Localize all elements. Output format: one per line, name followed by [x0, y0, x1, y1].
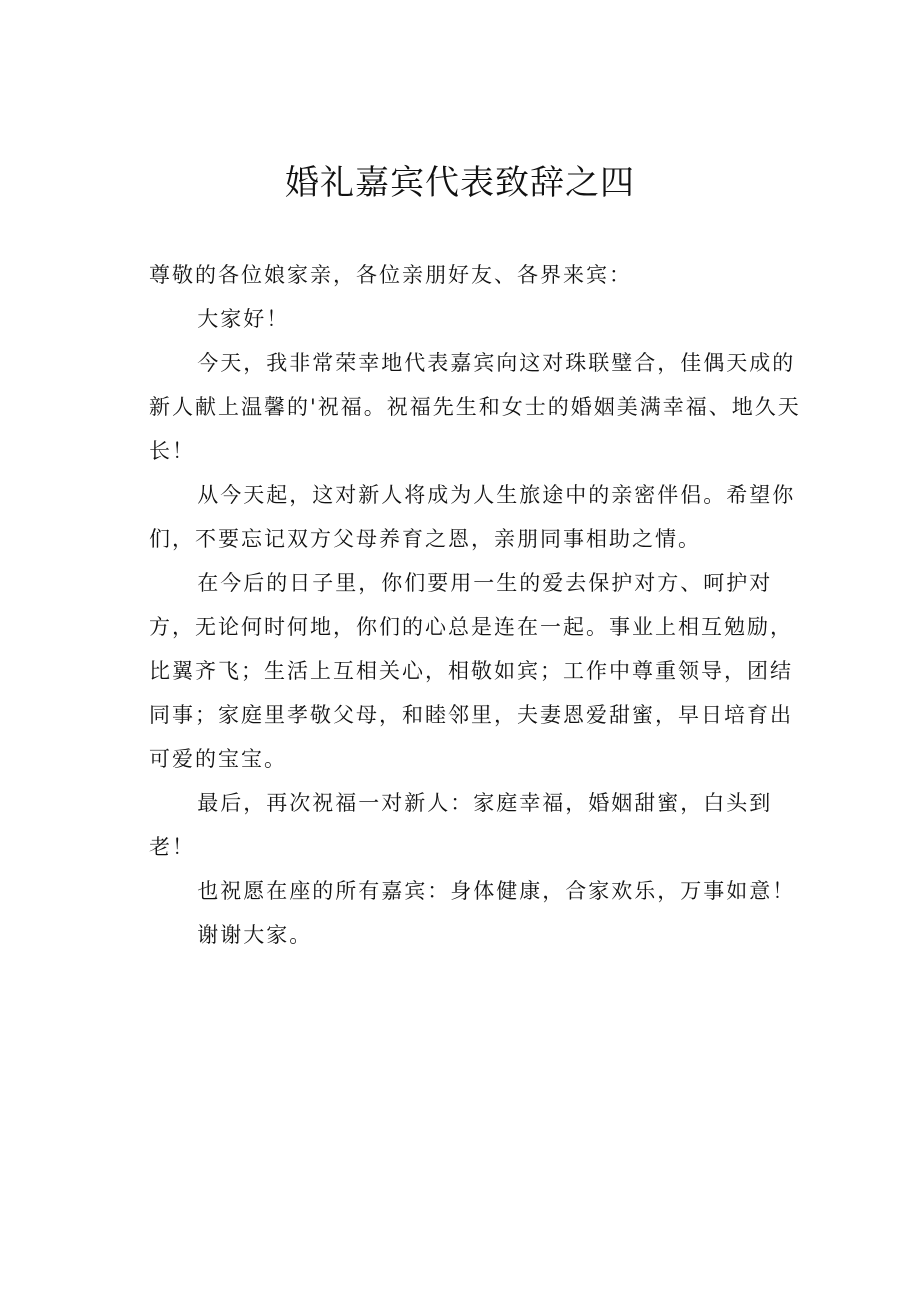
- hope-paragraph: 从今天起，这对新人将成为人生旅途中的亲密伴侣。希望你们，不要忘记双方父母养育之恩，亲朋同事相助之情。: [149, 483, 796, 551]
- thanks-paragraph: 谢谢大家。: [197, 923, 313, 947]
- document-title: 婚礼嘉宾代表致辞之四: [285, 163, 635, 203]
- final-blessing-paragraph: 最后，再次祝福一对新人：家庭幸福，婚姻甜蜜，白头到老！: [149, 791, 773, 859]
- greeting-paragraph: 大家好！: [197, 307, 290, 331]
- blessing-paragraph: 今天，我非常荣幸地代表嘉宾向这对珠联璧合，佳偶天成的新人献上温馨的'祝福。祝福先生和女士的婚姻美满幸福、地久天长！: [149, 351, 801, 463]
- document-body: [149, 253, 805, 957]
- guests-wish-paragraph: 也祝愿在座的所有嘉宾：身体健康，合家欢乐，万事如意！: [197, 879, 796, 903]
- advice-paragraph: 在今后的日子里，你们要用一生的爱去保护对方、呵护对方，无论何时何地，你们的心总是连在一起。事业上相互勉励，比翼齐飞；生活上互相关心，相敬如宾；工作中尊重领导，团结同事；家庭里孝敬父母，和睦邻里，夫妻恩爱甜蜜，早日培育出可爱的宝宝。: [149, 571, 793, 771]
- salutation-paragraph: 尊敬的各位娘家亲，各位亲朋好友、各界来宾：: [149, 263, 632, 287]
